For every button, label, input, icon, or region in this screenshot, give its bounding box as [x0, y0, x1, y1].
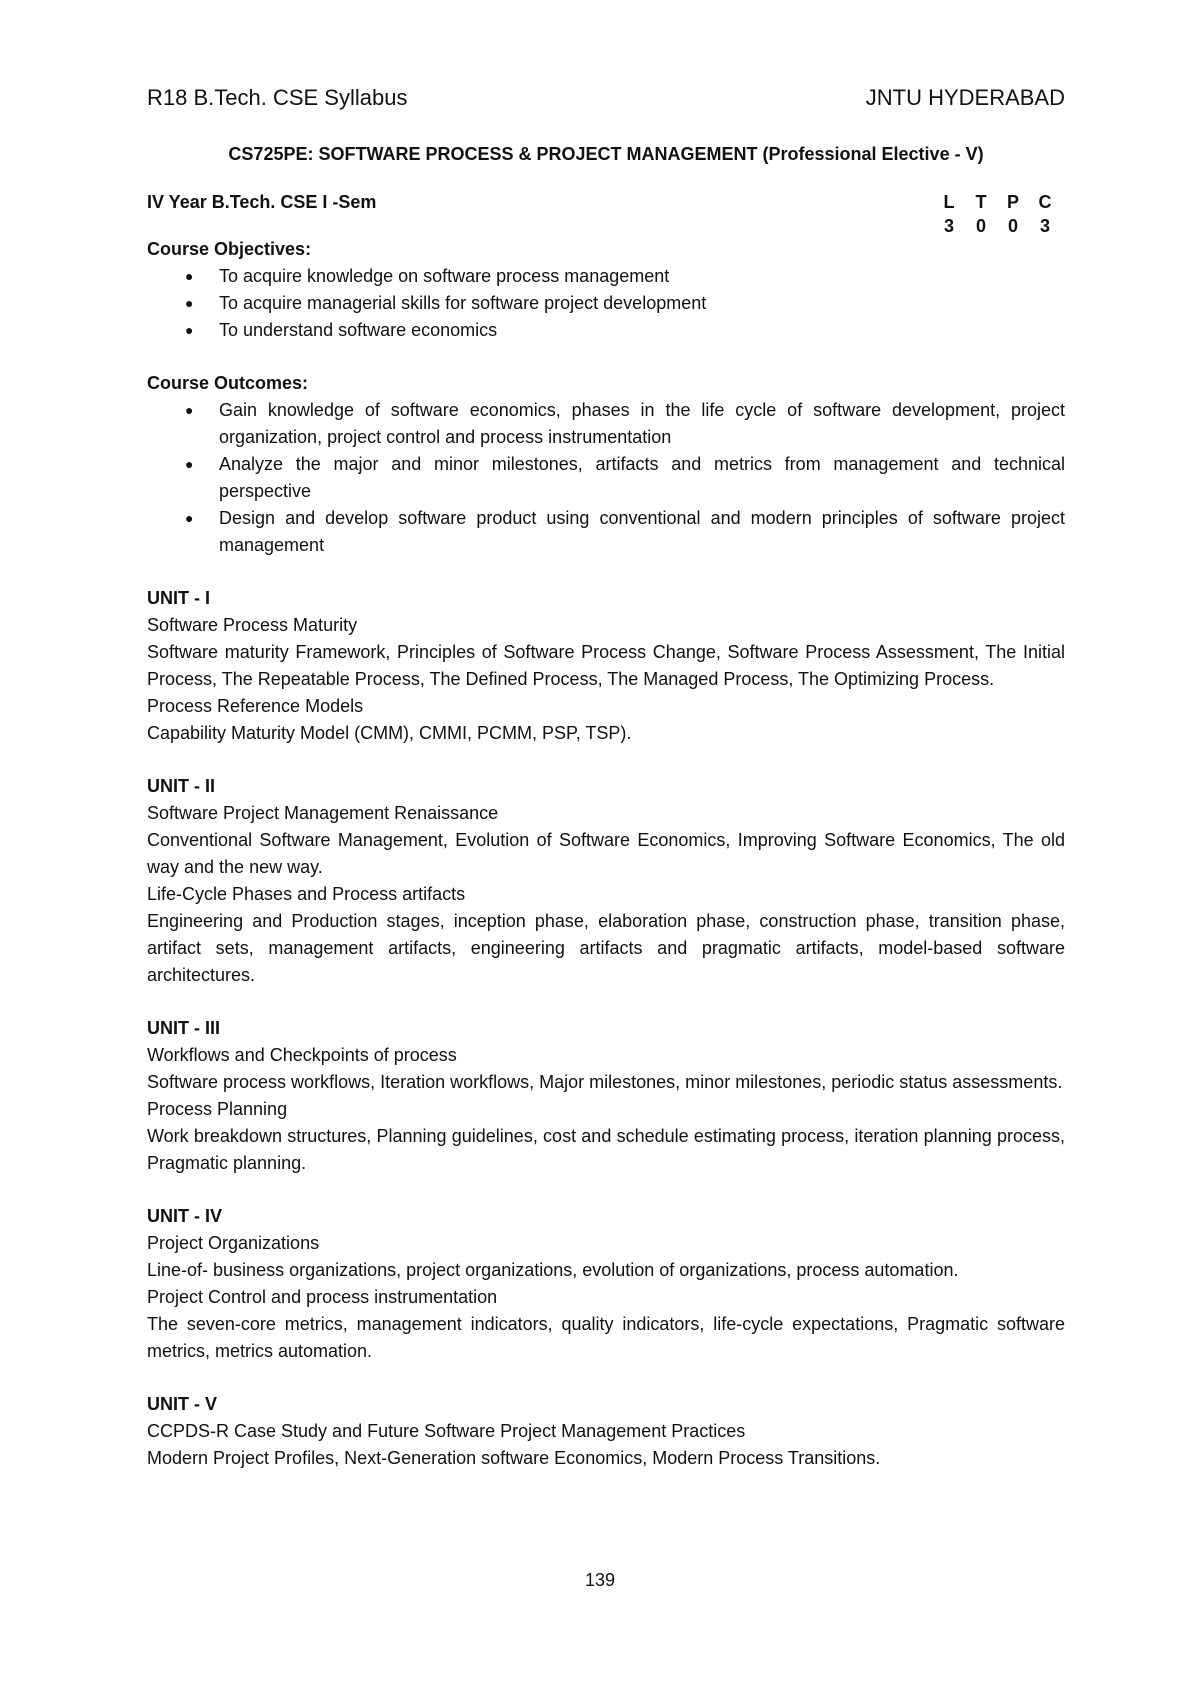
unit-4-subtitle: Project Control and process instrumentation: [147, 1287, 498, 1307]
unit-2-heading: UNIT - II: [147, 776, 215, 796]
unit-4-title: Project Organizations: [147, 1233, 320, 1253]
unit-1-heading: UNIT - I: [147, 588, 210, 608]
unit-5-title: CCPDS-R Case Study and Future Software Project Management Practices: [147, 1421, 746, 1441]
unit-3-title: Workflows and Checkpoints of process: [147, 1045, 457, 1065]
unit-3-heading: UNIT - III: [147, 1018, 220, 1038]
unit-2-subtopics: Engineering and Production stages, inception phase, elaboration phase, construction phase, transition phase, artifact sets, management artifacts, engineering artifacts and pragmatic artifacts, model-based software architectures.: [147, 911, 1065, 985]
unit-2-title: Software Project Management Renaissance: [147, 803, 499, 823]
outcomes-list: [147, 397, 1065, 559]
objectives-list: [147, 263, 1065, 344]
outcomes-heading: Course Outcomes:: [147, 373, 309, 393]
bullet-icon: ●: [185, 295, 194, 311]
ltpc-table: [933, 190, 1061, 238]
unit-4-topics: Line-of- business organizations, project organizations, evolution of organizations, process automation.: [147, 1260, 959, 1280]
header-right: JNTU HYDERABAD: [865, 85, 1065, 110]
unit-5-topics: Modern Project Profiles, Next-Generation software Economics, Modern Process Transitions.: [147, 1448, 881, 1468]
unit-1-subtitle: Process Reference Models: [147, 696, 364, 716]
syllabus-page: [147, 84, 1065, 1472]
list-item: ● To acquire managerial skills for software project development: [219, 290, 1065, 317]
year-semester: IV Year B.Tech. CSE I -Sem: [147, 192, 377, 212]
running-header: [147, 84, 1065, 112]
bullet-icon: ●: [185, 322, 194, 338]
list-item: ● Gain knowledge of software economics, phases in the life cycle of software development, project organization, project control and process instrumentation: [219, 397, 1065, 451]
ltpc-value-l: 3: [943, 216, 954, 236]
bullet-icon: ●: [185, 268, 194, 284]
bullet-icon: ●: [185, 510, 194, 526]
list-item: ● To acquire knowledge on software process management: [219, 263, 1065, 290]
unit-5-heading: UNIT - V: [147, 1394, 217, 1414]
ltpc-label-c: C: [1038, 192, 1052, 212]
unit-1-topics: Software maturity Framework, Principles of Software Process Change, Software Process Assessment, The Initial Process, The Repeatable Process, The Defined Process, The Managed Process, The Optimizing Process.: [147, 642, 1065, 689]
course-info-row: [147, 190, 1065, 236]
header-left: R18 B.Tech. CSE Syllabus: [147, 85, 408, 110]
unit-1-title: Software Process Maturity: [147, 615, 358, 635]
ltpc-label-l: L: [943, 192, 955, 212]
ltpc-label-t: T: [975, 192, 987, 212]
ltpc-value-p: 0: [1007, 216, 1018, 236]
unit-4-subtopics: The seven-core metrics, management indicators, quality indicators, life-cycle expectations, Pragmatic software metrics, metrics automation.: [147, 1314, 1065, 1361]
unit-2-topics: Conventional Software Management, Evolution of Software Economics, Improving Software Economics, The old way and the new way.: [147, 830, 1065, 877]
ltpc-label-p: P: [1006, 192, 1019, 212]
ltpc-value-c: 3: [1039, 216, 1050, 236]
bullet-icon: ●: [185, 456, 194, 472]
page-number: 139: [584, 1570, 616, 1590]
list-item: ● Design and develop software product using conventional and modern principles of software project management: [219, 505, 1065, 559]
bullet-icon: ●: [185, 402, 194, 418]
unit-1-subtopics: Capability Maturity Model (CMM), CMMI, PCMM, PSP, TSP).: [147, 723, 632, 743]
unit-3-subtitle: Process Planning: [147, 1099, 288, 1119]
objectives-heading: Course Objectives:: [147, 239, 312, 259]
list-item: ● Analyze the major and minor milestones, artifacts and metrics from management and technical perspective: [219, 451, 1065, 505]
course-title: CS725PE: SOFTWARE PROCESS & PROJECT MANAGEMENT (Professional Elective - V): [228, 144, 984, 164]
ltpc-value-t: 0: [975, 216, 986, 236]
unit-3-subtopics: Work breakdown structures, Planning guidelines, cost and schedule estimating process, iteration planning process, Pragmatic planning.: [147, 1126, 1065, 1173]
unit-3-topics: Software process workflows, Iteration workflows, Major milestones, minor milestones, periodic status assessments.: [147, 1072, 1063, 1092]
list-item: ● To understand software economics: [219, 317, 1065, 344]
unit-2-subtitle: Life-Cycle Phases and Process artifacts: [147, 884, 466, 904]
unit-4-heading: UNIT - IV: [147, 1206, 222, 1226]
